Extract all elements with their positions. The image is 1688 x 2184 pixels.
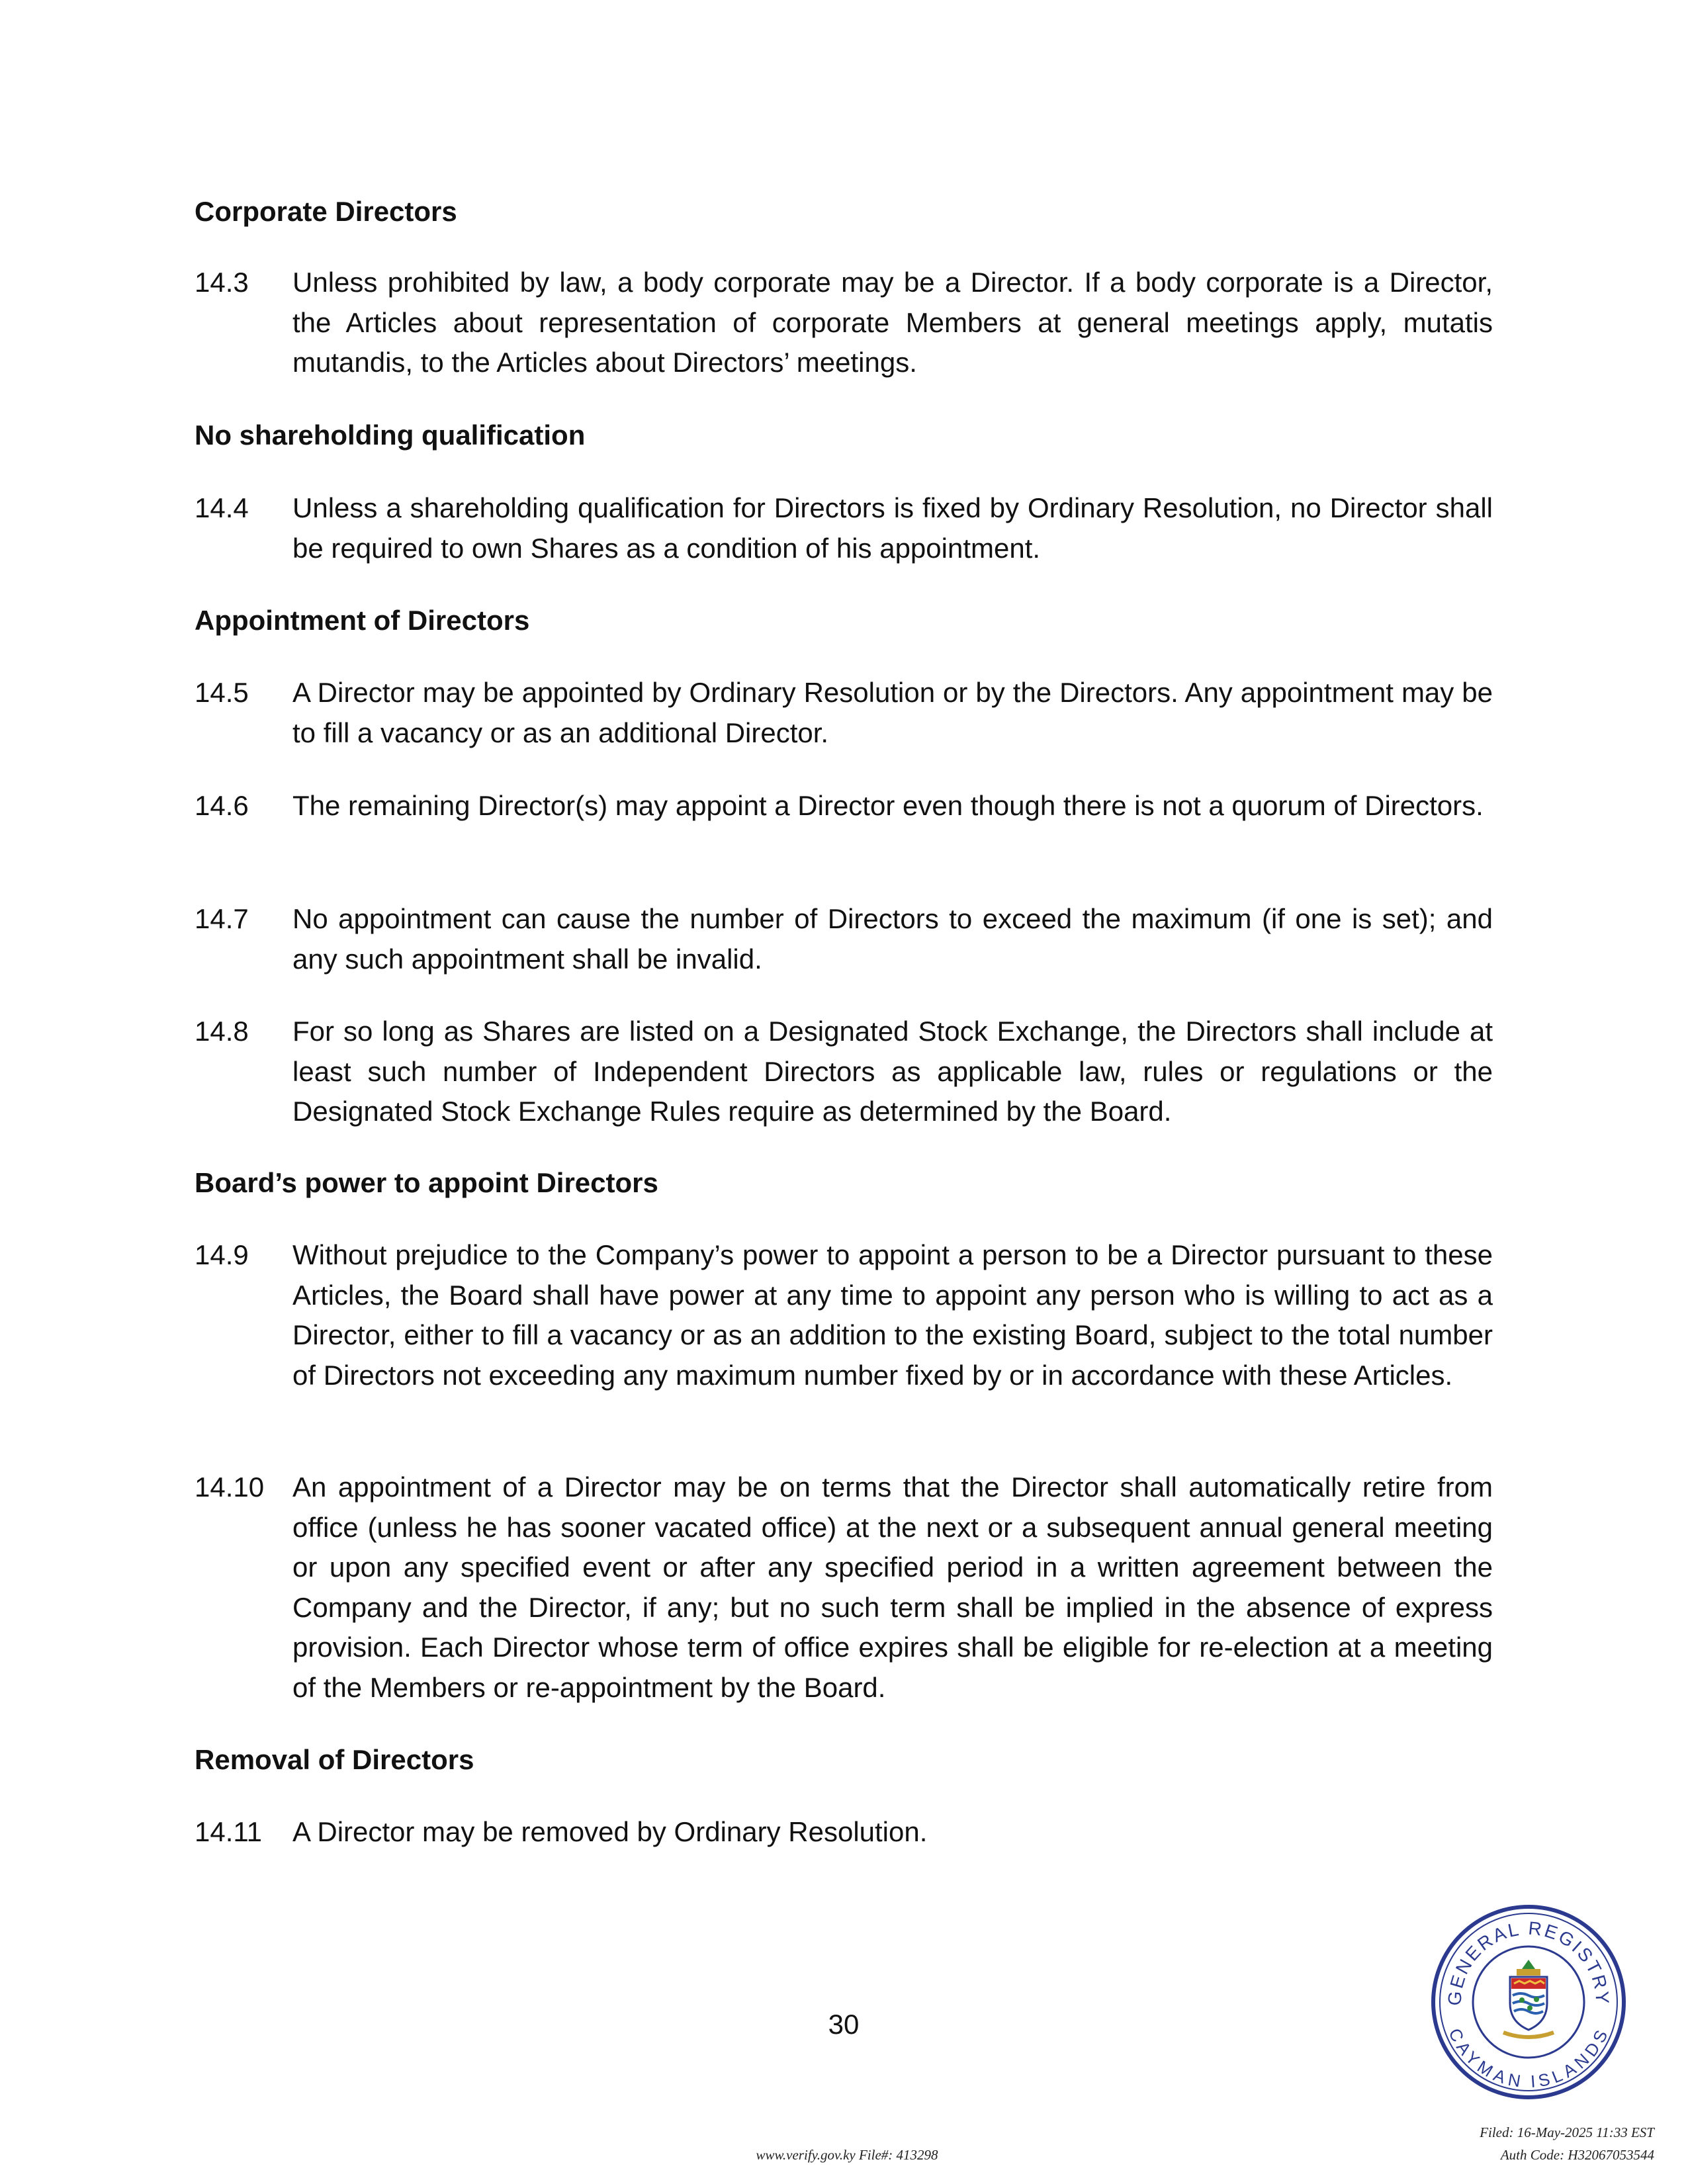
clause-number: 14.8 bbox=[195, 1016, 249, 1047]
footer-verify-url: www.verify.gov.ky File#: 413298 bbox=[756, 2147, 938, 2163]
clause-14-8 bbox=[195, 1012, 1493, 1132]
clause-14-11 bbox=[195, 1812, 1493, 1853]
seal-bottom-text: CAYMAN ISLANDS bbox=[1444, 2025, 1613, 2092]
footer-auth-code: Auth Code: H32067053544 bbox=[1500, 2147, 1654, 2163]
clause-number: 14.9 bbox=[195, 1239, 249, 1270]
section-heading-boards-power: Board’s power to appoint Directors bbox=[195, 1167, 658, 1198]
page-number: 30 bbox=[828, 2009, 860, 2040]
section-heading-no-shareholding-qualification: No shareholding qualification bbox=[195, 419, 586, 451]
clause-number: 14.6 bbox=[195, 790, 249, 821]
clause-number: 14.11 bbox=[195, 1816, 262, 1847]
seal-top-text: GENERAL REGISTRY bbox=[1444, 1917, 1613, 2007]
clause-text: A Director may be appointed by Ordinary Resolution or by the Directors. Any appointment may be to fill a vacancy or as an additional Director. bbox=[292, 677, 1493, 748]
clause-number: 14.10 bbox=[195, 1471, 265, 1503]
clause-text: A Director may be removed by Ordinary Resolution. bbox=[292, 1816, 928, 1847]
clause-14-10 bbox=[195, 1467, 1493, 1708]
coat-of-arms-icon bbox=[1503, 1960, 1554, 2037]
clause-number: 14.5 bbox=[195, 677, 249, 708]
clause-text: Unless prohibited by law, a body corporate may be a Director. If a body corporate is a Director, the Articles about representation of corporate Members at general meetings apply, mutatis mutandis, to the Articles about Directors’ meetings. bbox=[292, 267, 1493, 378]
clause-text: No appointment can cause the number of Directors to exceed the maximum (if one is set); and any such appointment shall be invalid. bbox=[292, 903, 1493, 975]
section-heading-appointment-of-directors: Appointment of Directors bbox=[195, 605, 530, 636]
clause-14-5 bbox=[195, 673, 1493, 753]
clause-14-3 bbox=[195, 263, 1493, 383]
clause-text: An appointment of a Director may be on terms that the Director shall automatically retire from office (unless he has sooner vacated office) at the next or a subsequent annual general meeting or upon any specified event or after any specified period in a written agreement between the Company and the Director, if any; but no such term shall be implied in the absence of express provision. Each Director whose term of office expires shall be eligible for re-election at a meeting of the Members or re-appointment by the Board. bbox=[292, 1471, 1493, 1703]
clause-14-6 bbox=[195, 786, 1493, 826]
clause-text: Unless a shareholding qualification for Directors is fixed by Ordinary Resolution, no Director shall be required to own Shares as a condition of his appointment. bbox=[292, 492, 1493, 564]
clause-14-4 bbox=[195, 488, 1493, 568]
section-heading-corporate-directors: Corporate Directors bbox=[195, 196, 457, 227]
footer-filed-date: Filed: 16-May-2025 11:33 EST bbox=[1480, 2124, 1654, 2140]
clause-number: 14.4 bbox=[195, 492, 249, 523]
clause-text: For so long as Shares are listed on a Designated Stock Exchange, the Directors shall include at least such number of Independent Directors as applicable law, rules or regulations or the Designated Stock Exchange Rules require as determined by the Board. bbox=[292, 1016, 1493, 1127]
section-heading-removal-of-directors: Removal of Directors bbox=[195, 1744, 474, 1775]
clause-text: The remaining Director(s) may appoint a Director even though there is not a quorum of Directors. bbox=[292, 790, 1484, 821]
clause-14-9 bbox=[195, 1235, 1493, 1395]
general-registry-seal-icon bbox=[1429, 1903, 1628, 2101]
clause-text: Without prejudice to the Company’s power to appoint a person to be a Director pursuant to these Articles, the Board shall have power at any time to appoint any person who is willing to act as a Director, either to fill a vacancy or as an addition to the existing Board, subject to the total number of Directors not exceeding any maximum number fixed by or in accordance with these Articles. bbox=[292, 1239, 1493, 1391]
clause-14-7 bbox=[195, 899, 1493, 979]
clause-number: 14.3 bbox=[195, 267, 249, 298]
clause-number: 14.7 bbox=[195, 903, 249, 934]
